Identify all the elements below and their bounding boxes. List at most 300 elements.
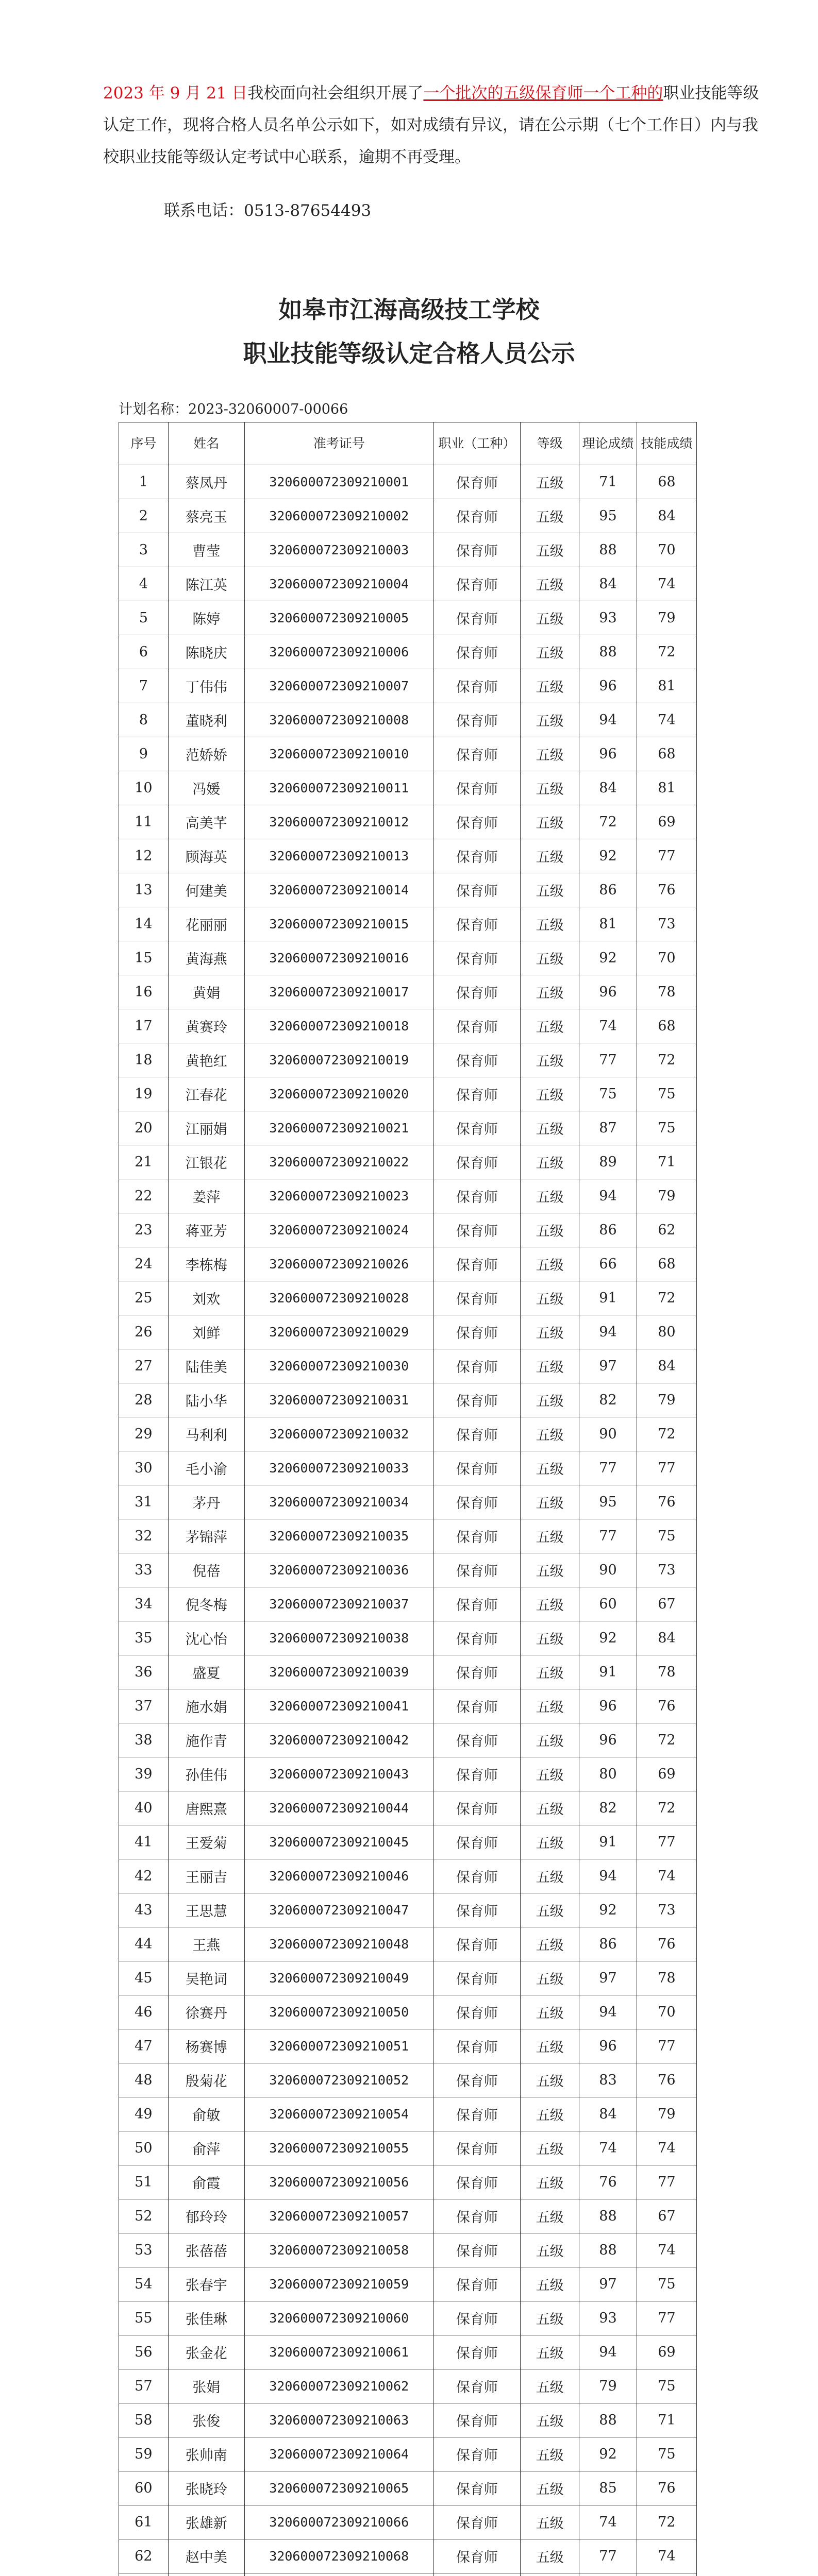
cell-level: 五级 — [521, 1077, 579, 1111]
cell-level: 五级 — [521, 2165, 579, 2199]
cell-name: 马利利 — [168, 1417, 244, 1451]
cell-name: 陈婷 — [168, 601, 244, 635]
cell-level: 五级 — [521, 2335, 579, 2369]
table-row — [119, 1213, 697, 1247]
cell-theory-score: 72 — [579, 805, 637, 839]
cell-exam-id: 320600072309210050 — [244, 1995, 433, 2029]
cell-level: 五级 — [521, 2505, 579, 2539]
cell-occupation: 保育师 — [433, 839, 521, 873]
table-row — [119, 1485, 697, 1519]
cell-exam-id: 320600072309210007 — [244, 669, 433, 703]
cell-occupation: 保育师 — [433, 1927, 521, 1961]
cell-skill-score: 67 — [637, 1587, 696, 1621]
table-row — [119, 2369, 697, 2403]
cell-theory-score: 97 — [579, 1349, 637, 1383]
cell-theory-score: 93 — [579, 601, 637, 635]
cell-occupation: 保育师 — [433, 1961, 521, 1995]
cell-theory-score: 92 — [579, 1893, 637, 1927]
table-row — [119, 1247, 697, 1281]
cell-index: 6 — [119, 635, 169, 669]
cell-exam-id: 320600072309210030 — [244, 1349, 433, 1383]
cell-index: 25 — [119, 1281, 169, 1315]
cell-level: 五级 — [521, 669, 579, 703]
cell-skill-score: 81 — [637, 669, 696, 703]
cell-index: 46 — [119, 1995, 169, 2029]
cell-skill-score: 78 — [637, 975, 696, 1009]
cell-level: 五级 — [521, 1315, 579, 1349]
table-row — [119, 771, 697, 805]
cell-skill-score: 77 — [637, 1825, 696, 1859]
cell-level: 五级 — [521, 1757, 579, 1791]
cell-index: 60 — [119, 2471, 169, 2505]
cell-index: 35 — [119, 1621, 169, 1655]
table-row — [119, 907, 697, 941]
cell-skill-score: 75 — [637, 2369, 696, 2403]
cell-index: 53 — [119, 2233, 169, 2267]
cell-level: 五级 — [521, 873, 579, 907]
table-row — [119, 1927, 697, 1961]
table-row — [119, 1655, 697, 1689]
table-row — [119, 839, 697, 873]
cell-theory-score: 71 — [579, 465, 637, 499]
cell-theory-score: 79 — [579, 2369, 637, 2403]
cell-theory-score: 96 — [579, 737, 637, 771]
cell-index: 50 — [119, 2131, 169, 2165]
table-row — [119, 1689, 697, 1723]
cell-occupation: 保育师 — [433, 805, 521, 839]
table-row — [119, 2165, 697, 2199]
cell-index: 39 — [119, 1757, 169, 1791]
table-row — [119, 2029, 697, 2063]
cell-name: 范娇娇 — [168, 737, 244, 771]
cell-occupation: 保育师 — [433, 2505, 521, 2539]
cell-theory-score: 96 — [579, 1689, 637, 1723]
table-row — [119, 1451, 697, 1485]
cell-name — [168, 2573, 244, 2576]
cell-exam-id: 320600072309210021 — [244, 1111, 433, 1145]
cell-index: 1 — [119, 465, 169, 499]
table-body — [119, 465, 697, 2576]
cell-occupation: 保育师 — [433, 2471, 521, 2505]
cell-theory-score: 95 — [579, 499, 637, 533]
cell-occupation: 保育师 — [433, 1281, 521, 1315]
cell-exam-id: 320600072309210010 — [244, 737, 433, 771]
cell-exam-id: 320600072309210042 — [244, 1723, 433, 1757]
cell-level: 五级 — [521, 1009, 579, 1043]
school-name: 如皋市江海高级技工学校 — [278, 296, 540, 324]
cell-name: 施作青 — [168, 1723, 244, 1757]
table-row — [119, 533, 697, 567]
cell-skill-score: 75 — [637, 2437, 696, 2471]
cell-name: 张金花 — [168, 2335, 244, 2369]
cell-level: 五级 — [521, 499, 579, 533]
header-occupation: 职业（工种） — [433, 422, 521, 465]
cell-level: 五级 — [521, 1553, 579, 1587]
cell-level: 五级 — [521, 1723, 579, 1757]
cell-name: 江银花 — [168, 1145, 244, 1179]
cell-theory-score: 92 — [579, 839, 637, 873]
cell-exam-id: 320600072309210065 — [244, 2471, 433, 2505]
cell-name: 李栋梅 — [168, 1247, 244, 1281]
cell-theory-score: 93 — [579, 2301, 637, 2335]
cell-index: 54 — [119, 2267, 169, 2301]
cell-index: 40 — [119, 1791, 169, 1825]
cell-theory-score: 96 — [579, 669, 637, 703]
cell-occupation: 保育师 — [433, 1417, 521, 1451]
cell-skill-score: 73 — [637, 1893, 696, 1927]
cell-name: 蔡凤丹 — [168, 465, 244, 499]
cell-theory-score: 75 — [579, 1077, 637, 1111]
cell-occupation: 保育师 — [433, 465, 521, 499]
cell-occupation: 保育师 — [433, 1315, 521, 1349]
cell-occupation: 保育师 — [433, 635, 521, 669]
cell-exam-id: 320600072309210052 — [244, 2063, 433, 2097]
header-name: 姓名 — [168, 422, 244, 465]
cell-theory-score: 86 — [579, 873, 637, 907]
cell-exam-id — [244, 2573, 433, 2576]
cell-index: 15 — [119, 941, 169, 975]
cell-theory-score: 81 — [579, 907, 637, 941]
cell-index: 48 — [119, 2063, 169, 2097]
cell-occupation: 保育师 — [433, 873, 521, 907]
cell-index: 41 — [119, 1825, 169, 1859]
cell-theory-score: 92 — [579, 941, 637, 975]
table-row — [119, 1281, 697, 1315]
cell-index: 52 — [119, 2199, 169, 2233]
cell-skill-score: 77 — [637, 2301, 696, 2335]
cell-exam-id: 320600072309210058 — [244, 2233, 433, 2267]
cell-index: 23 — [119, 1213, 169, 1247]
cell-index: 7 — [119, 669, 169, 703]
cell-index: 12 — [119, 839, 169, 873]
cell-theory-score: 97 — [579, 2267, 637, 2301]
table-row — [119, 1825, 697, 1859]
cell-exam-id: 320600072309210011 — [244, 771, 433, 805]
cell-exam-id: 320600072309210024 — [244, 1213, 433, 1247]
cell-exam-id: 320600072309210018 — [244, 1009, 433, 1043]
cell-occupation: 保育师 — [433, 1995, 521, 2029]
cell-exam-id: 320600072309210036 — [244, 1553, 433, 1587]
cell-name: 吴艳词 — [168, 1961, 244, 1995]
cell-theory-score: 92 — [579, 2437, 637, 2471]
table-row — [119, 1859, 697, 1893]
cell-occupation: 保育师 — [433, 1859, 521, 1893]
cell-theory-score: 94 — [579, 1995, 637, 2029]
cell-index: 51 — [119, 2165, 169, 2199]
cell-exam-id: 320600072309210032 — [244, 1417, 433, 1451]
cell-name: 郁玲玲 — [168, 2199, 244, 2233]
cell-index: 58 — [119, 2403, 169, 2437]
cell-skill-score: 78 — [637, 1655, 696, 1689]
cell-exam-id: 320600072309210031 — [244, 1383, 433, 1417]
cell-exam-id: 320600072309210055 — [244, 2131, 433, 2165]
cell-theory-score: 66 — [579, 1247, 637, 1281]
cell-level: 五级 — [521, 703, 579, 737]
cell-level: 五级 — [521, 1995, 579, 2029]
cell-index: 57 — [119, 2369, 169, 2403]
notice-date-day: 21 — [206, 84, 227, 103]
cell-skill-score: 76 — [637, 1689, 696, 1723]
cell-theory-score — [579, 2573, 637, 2576]
cell-name: 茅锦萍 — [168, 1519, 244, 1553]
cell-skill-score: 70 — [637, 533, 696, 567]
cell-occupation: 保育师 — [433, 1485, 521, 1519]
cell-exam-id: 320600072309210029 — [244, 1315, 433, 1349]
cell-exam-id: 320600072309210003 — [244, 533, 433, 567]
cell-level: 五级 — [521, 1961, 579, 1995]
cell-theory-score: 77 — [579, 1043, 637, 1077]
cell-name: 张佳琳 — [168, 2301, 244, 2335]
cell-name: 沈心怡 — [168, 1621, 244, 1655]
cell-name: 顾海英 — [168, 839, 244, 873]
cell-occupation: 保育师 — [433, 1893, 521, 1927]
cell-index: 2 — [119, 499, 169, 533]
table-row — [119, 2437, 697, 2471]
cell-index: 10 — [119, 771, 169, 805]
cell-exam-id: 320600072309210035 — [244, 1519, 433, 1553]
table-row — [119, 1587, 697, 1621]
cell-skill-score: 72 — [637, 1281, 696, 1315]
cell-level: 五级 — [521, 2471, 579, 2505]
cell-theory-score: 97 — [579, 1961, 637, 1995]
table-row — [119, 2063, 697, 2097]
cell-occupation: 保育师 — [433, 737, 521, 771]
cell-occupation: 保育师 — [433, 1791, 521, 1825]
cell-level: 五级 — [521, 601, 579, 635]
cell-skill-score: 75 — [637, 1519, 696, 1553]
cell-name: 何建美 — [168, 873, 244, 907]
cell-theory-score: 86 — [579, 1213, 637, 1247]
cell-occupation: 保育师 — [433, 1587, 521, 1621]
contact-phone: 联系电话：0513-87654493 — [164, 201, 372, 220]
cell-index: 14 — [119, 907, 169, 941]
cell-index: 29 — [119, 1417, 169, 1451]
cell-occupation: 保育师 — [433, 669, 521, 703]
cell-level: 五级 — [521, 1213, 579, 1247]
results-table — [119, 422, 697, 2576]
header-index: 序号 — [119, 422, 169, 465]
cell-exam-id: 320600072309210005 — [244, 601, 433, 635]
cell-level: 五级 — [521, 1417, 579, 1451]
cell-index: 61 — [119, 2505, 169, 2539]
table-row — [119, 737, 697, 771]
cell-exam-id: 320600072309210041 — [244, 1689, 433, 1723]
cell-occupation: 保育师 — [433, 2097, 521, 2131]
cell-level: 五级 — [521, 975, 579, 1009]
cell-occupation: 保育师 — [433, 533, 521, 567]
cell-index: 20 — [119, 1111, 169, 1145]
cell-index: 44 — [119, 1927, 169, 1961]
table-row — [119, 2097, 697, 2131]
cell-level: 五级 — [521, 1281, 579, 1315]
cell-occupation: 保育师 — [433, 1213, 521, 1247]
cell-exam-id: 320600072309210020 — [244, 1077, 433, 1111]
cell-name: 江丽娟 — [168, 1111, 244, 1145]
cell-name: 陆小华 — [168, 1383, 244, 1417]
cell-level: 五级 — [521, 2403, 579, 2437]
cell-name: 黄海燕 — [168, 941, 244, 975]
cell-level: 五级 — [521, 2301, 579, 2335]
cell-name: 茅丹 — [168, 1485, 244, 1519]
cell-occupation: 保育师 — [433, 2131, 521, 2165]
cell-theory-score: 96 — [579, 975, 637, 1009]
cell-exam-id: 320600072309210023 — [244, 1179, 433, 1213]
cell-occupation: 保育师 — [433, 2437, 521, 2471]
cell-occupation: 保育师 — [433, 1757, 521, 1791]
cell-level: 五级 — [521, 907, 579, 941]
cell-skill-score: 69 — [637, 805, 696, 839]
cell-theory-score: 77 — [579, 1519, 637, 1553]
cell-level: 五级 — [521, 839, 579, 873]
cell-name: 冯媛 — [168, 771, 244, 805]
cell-name: 杨赛博 — [168, 2029, 244, 2063]
cell-index: 16 — [119, 975, 169, 1009]
cell-index: 33 — [119, 1553, 169, 1587]
cell-occupation: 保育师 — [433, 1383, 521, 1417]
cell-theory-score: 85 — [579, 2471, 637, 2505]
cell-index: 56 — [119, 2335, 169, 2369]
cell-name: 王思慧 — [168, 1893, 244, 1927]
cell-index: 37 — [119, 1689, 169, 1723]
cell-level: 五级 — [521, 2369, 579, 2403]
cell-occupation: 保育师 — [433, 1621, 521, 1655]
cell-occupation: 保育师 — [433, 2199, 521, 2233]
cell-skill-score: 72 — [637, 1791, 696, 1825]
cell-name: 俞敏 — [168, 2097, 244, 2131]
cell-level: 五级 — [521, 533, 579, 567]
cell-level: 五级 — [521, 1859, 579, 1893]
cell-name: 唐熙熹 — [168, 1791, 244, 1825]
cell-level: 五级 — [521, 465, 579, 499]
cell-exam-id: 320600072309210066 — [244, 2505, 433, 2539]
cell-level: 五级 — [521, 1485, 579, 1519]
cell-level: 五级 — [521, 1587, 579, 1621]
cell-name: 刘鲜 — [168, 1315, 244, 1349]
cell-name: 施水娟 — [168, 1689, 244, 1723]
cell-theory-score: 84 — [579, 567, 637, 601]
cell-theory-score: 89 — [579, 1145, 637, 1179]
cell-index: 26 — [119, 1315, 169, 1349]
cell-occupation: 保育师 — [433, 941, 521, 975]
cell-skill-score: 74 — [637, 1859, 696, 1893]
cell-index: 43 — [119, 1893, 169, 1927]
table-row — [119, 805, 697, 839]
cell-level: 五级 — [521, 2539, 579, 2573]
cell-name: 高美芊 — [168, 805, 244, 839]
table-row — [119, 941, 697, 975]
cell-skill-score: 79 — [637, 601, 696, 635]
cell-exam-id: 320600072309210013 — [244, 839, 433, 873]
table-row — [119, 2573, 697, 2576]
cell-occupation: 保育师 — [433, 499, 521, 533]
cell-level: 五级 — [521, 1349, 579, 1383]
cell-occupation: 保育师 — [433, 2301, 521, 2335]
cell-theory-score: 94 — [579, 1179, 637, 1213]
cell-exam-id: 320600072309210049 — [244, 1961, 433, 1995]
cell-theory-score: 84 — [579, 2097, 637, 2131]
cell-index: 18 — [119, 1043, 169, 1077]
cell-index: 11 — [119, 805, 169, 839]
cell-name: 徐赛丹 — [168, 1995, 244, 2029]
cell-exam-id: 320600072309210048 — [244, 1927, 433, 1961]
cell-name: 王爱菊 — [168, 1825, 244, 1859]
cell-skill-score: 77 — [637, 839, 696, 873]
cell-name: 俞萍 — [168, 2131, 244, 2165]
cell-occupation: 保育师 — [433, 2267, 521, 2301]
cell-theory-score: 91 — [579, 1281, 637, 1315]
cell-occupation: 保育师 — [433, 1825, 521, 1859]
cell-theory-score: 95 — [579, 1485, 637, 1519]
cell-theory-score: 90 — [579, 1417, 637, 1451]
cell-theory-score: 80 — [579, 1757, 637, 1791]
cell-occupation: 保育师 — [433, 1111, 521, 1145]
cell-level: 五级 — [521, 1621, 579, 1655]
table-row — [119, 1757, 697, 1791]
cell-occupation: 保育师 — [433, 1519, 521, 1553]
cell-exam-id: 320600072309210012 — [244, 805, 433, 839]
table-row — [119, 1621, 697, 1655]
table-row — [119, 1961, 697, 1995]
table-row — [119, 1519, 697, 1553]
cell-exam-id: 320600072309210059 — [244, 2267, 433, 2301]
cell-exam-id: 320600072309210046 — [244, 1859, 433, 1893]
cell-name: 董晓利 — [168, 703, 244, 737]
cell-skill-score: 71 — [637, 1145, 696, 1179]
cell-index: 59 — [119, 2437, 169, 2471]
cell-theory-score: 74 — [579, 1009, 637, 1043]
cell-exam-id: 320600072309210033 — [244, 1451, 433, 1485]
cell-occupation: 保育师 — [433, 1689, 521, 1723]
page-title: 职业技能等级认定合格人员公示 — [243, 340, 575, 367]
cell-level: 五级 — [521, 771, 579, 805]
cell-occupation: 保育师 — [433, 1043, 521, 1077]
cell-exam-id: 320600072309210039 — [244, 1655, 433, 1689]
cell-skill-score: 75 — [637, 2267, 696, 2301]
cell-exam-id: 320600072309210037 — [244, 1587, 433, 1621]
cell-name: 黄艳红 — [168, 1043, 244, 1077]
cell-name: 张娟 — [168, 2369, 244, 2403]
cell-exam-id: 320600072309210054 — [244, 2097, 433, 2131]
cell-skill-score: 70 — [637, 1995, 696, 2029]
cell-theory-score: 91 — [579, 1825, 637, 1859]
cell-name: 蔡亮玉 — [168, 499, 244, 533]
cell-level: 五级 — [521, 1111, 579, 1145]
cell-index: 47 — [119, 2029, 169, 2063]
cell-name: 江春花 — [168, 1077, 244, 1111]
cell-occupation: 保育师 — [433, 2165, 521, 2199]
table-row — [119, 1553, 697, 1587]
cell-name: 张雄新 — [168, 2505, 244, 2539]
cell-skill-score: 84 — [637, 499, 696, 533]
cell-theory-score: 96 — [579, 1723, 637, 1757]
cell-skill-score: 77 — [637, 2029, 696, 2063]
cell-exam-id: 320600072309210038 — [244, 1621, 433, 1655]
notice-highlight: 一个批次的五级保育师一个工种的 — [423, 84, 663, 103]
cell-name: 蒋亚芳 — [168, 1213, 244, 1247]
cell-skill-score: 74 — [637, 2131, 696, 2165]
cell-skill-score: 84 — [637, 1349, 696, 1383]
cell-exam-id: 320600072309210034 — [244, 1485, 433, 1519]
cell-index: 49 — [119, 2097, 169, 2131]
table-row — [119, 975, 697, 1009]
cell-index: 3 — [119, 533, 169, 567]
cell-theory-score: 84 — [579, 771, 637, 805]
table-row — [119, 1349, 697, 1383]
cell-occupation: 保育师 — [433, 1655, 521, 1689]
cell-skill-score: 72 — [637, 1043, 696, 1077]
cell-skill-score: 74 — [637, 703, 696, 737]
cell-name: 陈晓庆 — [168, 635, 244, 669]
